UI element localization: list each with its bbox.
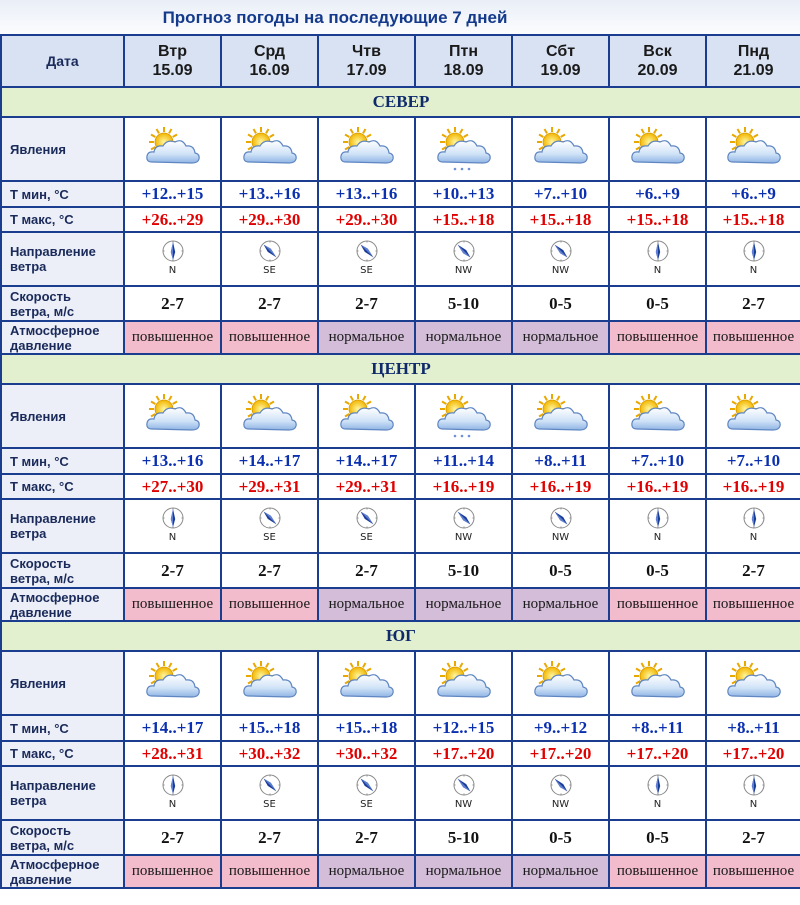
tmax-value: +16..+19 [609,474,706,499]
pressure-value: повышенное [221,588,318,621]
weather-cell [124,117,221,181]
tmax-value: +16..+19 [512,474,609,499]
sun-cloud-icon [336,126,398,172]
weather-cell [318,651,415,715]
wind-direction-value: N [749,265,758,276]
wind-direction-cell [415,766,512,820]
tmin-value: +14..+17 [124,715,221,741]
header-row [1,35,800,87]
phenomena-row [1,384,800,448]
weather-cell [124,651,221,715]
tmax-value: +29..+30 [318,207,415,232]
sun-cloud-icon [239,126,301,172]
tmin-value: +9..+12 [512,715,609,741]
sun-cloud-icon [723,393,785,439]
wind-speed-row [1,286,800,321]
day-header-0 [124,35,221,87]
wind-direction-value: N [653,265,662,276]
wind-speed-value: 0-5 [512,286,609,321]
pressure-value: повышенное [609,855,706,888]
wind-direction-cell [415,232,512,286]
pressure-value: нормальное [318,321,415,354]
sun-cloud-icon [723,660,785,706]
wind-direction-cell [221,499,318,553]
region-name: ЦЕНТР [1,354,800,384]
wind-direction-cell [512,499,609,553]
wind-speed-value: 5-10 [415,820,512,855]
wind-compass-icon [355,505,379,531]
wind-direction-cell [318,232,415,286]
wind-direction-value: NW [454,265,473,276]
pressure-label-text-2: давление [10,337,72,353]
pressure-label-text-2: давление [10,871,72,887]
phenomena-label [1,384,124,448]
wind-direction-cell [415,499,512,553]
wind-speed-label-text: Скорость [10,822,71,838]
wind-compass-icon [161,505,185,531]
weather-cell [124,384,221,448]
pressure-value: повышенное [706,321,800,354]
tmin-label [1,715,124,741]
wind-speed-value: 2-7 [706,553,800,588]
phenomena-label-text: Явления [10,408,66,424]
forecast-table [0,34,800,889]
weather-cell [221,384,318,448]
region-name: ЮГ [1,621,800,651]
tmax-value: +29..+30 [221,207,318,232]
tmin-value: +14..+17 [221,448,318,474]
wind-compass-icon [452,772,476,798]
wind-speed-value: 2-7 [706,286,800,321]
tmax-value: +17..+20 [415,741,512,766]
tmin-label-text: Т мин, °С [10,186,69,202]
wind-direction-cell [318,499,415,553]
wind-direction-cell [221,766,318,820]
tmax-value: +16..+19 [415,474,512,499]
wind-speed-label [1,820,124,855]
sun-cloud-icon [433,660,495,706]
wind-direction-value: N [168,532,177,543]
sun-cloud-icon [530,660,592,706]
region-row [1,354,800,384]
wind-direction-value: NW [551,532,570,543]
wind-speed-value: 0-5 [512,820,609,855]
tmin-value: +15..+18 [318,715,415,741]
wind-direction-cell [512,766,609,820]
wind-speed-value: 2-7 [318,553,415,588]
tmax-row [1,474,800,499]
wind-speed-value: 2-7 [124,820,221,855]
pressure-value: нормальное [415,321,512,354]
weather-cell [706,117,800,181]
tmin-value: +14..+17 [318,448,415,474]
day-header-3 [415,35,512,87]
wind-direction-cell [318,766,415,820]
day-date: 21.09 [733,62,774,79]
wind-direction-label-text-2: ветра [10,793,47,808]
wind-direction-label-text-2: ветра [10,259,47,274]
day-header-5 [609,35,706,87]
phenomena-row [1,651,800,715]
wind-speed-value: 2-7 [221,286,318,321]
sun-cloud-icon [336,660,398,706]
wind-speed-value: 2-7 [318,820,415,855]
day-date: 15.09 [152,62,193,79]
tmax-value: +16..+19 [706,474,800,499]
sun-cloud-icon [723,126,785,172]
pressure-label [1,588,124,621]
weather-cell [415,384,512,448]
phenomena-row [1,117,800,181]
sun-cloud-icon [239,660,301,706]
tmin-value: +10..+13 [415,181,512,207]
wind-compass-icon [355,238,379,264]
tmax-value: +15..+18 [706,207,800,232]
tmin-value: +13..+16 [124,448,221,474]
wind-direction-value: NW [551,265,570,276]
pressure-value: повышенное [609,321,706,354]
wind-direction-value: SE [263,265,276,276]
weather-cell [512,651,609,715]
weather-cell [512,384,609,448]
sun-cloud-icon [239,393,301,439]
wind-direction-value: N [653,532,662,543]
pressure-value: повышенное [221,321,318,354]
wind-direction-label-text: Направление [10,778,96,793]
pressure-label [1,855,124,888]
wind-direction-value: N [653,799,662,810]
wind-compass-icon [258,238,282,264]
region-row [1,87,800,117]
tmin-value: +6..+9 [706,181,800,207]
wind-compass-icon [355,772,379,798]
tmin-label-text: Т мин, °С [10,720,69,736]
wind-speed-value: 0-5 [609,820,706,855]
tmax-value: +17..+20 [706,741,800,766]
pressure-value: повышенное [124,588,221,621]
tmin-value: +8..+11 [706,715,800,741]
tmin-label [1,448,124,474]
tmin-value: +12..+15 [124,181,221,207]
wind-speed-value: 0-5 [609,286,706,321]
pressure-row [1,855,800,888]
tmax-value: +30..+32 [221,741,318,766]
day-of-week: Птн [449,43,478,60]
wind-direction-cell [609,232,706,286]
wind-direction-label-text-2: ветра [10,526,47,541]
tmax-value: +17..+20 [512,741,609,766]
wind-direction-cell [706,232,800,286]
pressure-label-text-2: давление [10,604,72,620]
sun-cloud-icon [627,126,689,172]
tmax-label-text: Т макс, °С [10,479,74,494]
tmax-value: +28..+31 [124,741,221,766]
wind-compass-icon [646,772,670,798]
wind-speed-label-text-2: ветра, м/с [10,570,75,586]
wind-compass-icon [646,238,670,264]
wind-speed-row [1,553,800,588]
phenomena-label-text: Явления [10,141,66,157]
tmin-value: +6..+9 [609,181,706,207]
wind-speed-value: 2-7 [706,820,800,855]
tmax-value: +15..+18 [415,207,512,232]
day-date: 18.09 [443,62,484,79]
wind-speed-label-text-2: ветра, м/с [10,303,75,319]
wind-compass-icon [258,505,282,531]
region-name: СЕВЕР [1,87,800,117]
tmax-label [1,207,124,232]
sun-cloud-icon [336,393,398,439]
wind-direction-cell [609,766,706,820]
tmax-label [1,741,124,766]
weather-cell [706,384,800,448]
wind-direction-label [1,766,124,820]
pressure-label [1,321,124,354]
tmin-value: +15..+18 [221,715,318,741]
day-date: 20.09 [637,62,678,79]
pressure-value: нормальное [415,588,512,621]
wind-compass-icon [646,505,670,531]
day-of-week: Сбт [545,43,576,60]
day-header-2 [318,35,415,87]
pressure-label-text: Атмосферное [10,589,100,605]
weather-cell [512,117,609,181]
pressure-value: повышенное [124,855,221,888]
weather-cell [609,117,706,181]
day-of-week: Срд [253,43,286,60]
weather-cell [415,651,512,715]
pressure-value: нормальное [318,588,415,621]
tmin-row [1,181,800,207]
wind-direction-cell [124,232,221,286]
sun-cloud-icon [142,126,204,172]
wind-direction-value: N [168,265,177,276]
pressure-value: повышенное [221,855,318,888]
day-of-week: Чтв [352,43,381,60]
wind-direction-row [1,766,800,820]
wind-direction-cell [609,499,706,553]
wind-direction-label [1,499,124,553]
wind-direction-value: NW [551,799,570,810]
wind-direction-cell [706,766,800,820]
wind-compass-icon [161,772,185,798]
pressure-label-text: Атмосферное [10,856,100,872]
wind-direction-value: N [749,799,758,810]
wind-direction-value: SE [263,532,276,543]
wind-speed-label-text-2: ветра, м/с [10,837,75,853]
phenomena-label [1,651,124,715]
wind-speed-value: 2-7 [221,553,318,588]
pressure-value: нормальное [512,855,609,888]
wind-direction-row [1,232,800,286]
wind-speed-label-text: Скорость [10,288,71,304]
day-header-1 [221,35,318,87]
pressure-value: нормальное [415,855,512,888]
tmax-row [1,207,800,232]
wind-direction-cell [221,232,318,286]
tmax-value: +29..+31 [221,474,318,499]
weather-cell [609,384,706,448]
wind-direction-value: SE [360,265,373,276]
day-date: 19.09 [540,62,581,79]
tmax-value: +30..+32 [318,741,415,766]
wind-speed-label [1,553,124,588]
wind-compass-icon [452,238,476,264]
wind-speed-value: 2-7 [124,286,221,321]
tmin-value: +8..+11 [609,715,706,741]
wind-speed-value: 2-7 [124,553,221,588]
day-header-4 [512,35,609,87]
tmin-label-text: Т мин, °С [10,453,69,469]
wind-direction-label [1,232,124,286]
weather-cell [318,384,415,448]
pressure-row [1,321,800,354]
wind-speed-label [1,286,124,321]
sun-cloud-icon [142,393,204,439]
tmax-value: +17..+20 [609,741,706,766]
pressure-value: нормальное [512,588,609,621]
wind-direction-cell [512,232,609,286]
wind-compass-icon [258,772,282,798]
wind-speed-value: 5-10 [415,553,512,588]
sun-cloud-icon [627,660,689,706]
sun-cloud-icon [142,660,204,706]
date-label: Дата [1,35,124,87]
sun-cloud-icon [530,393,592,439]
pressure-value: нормальное [512,321,609,354]
wind-speed-value: 2-7 [221,820,318,855]
tmin-label [1,181,124,207]
tmax-row [1,741,800,766]
wind-direction-label-text: Направление [10,244,96,259]
wind-direction-value: SE [360,532,373,543]
wind-direction-cell [124,766,221,820]
page-title: Прогноз погоды на последующие 7 дней [162,8,508,27]
weather-cell [415,117,512,181]
day-of-week: Пнд [737,43,770,60]
cloud-snow-icon [433,126,495,172]
wind-direction-value: NW [454,532,473,543]
day-of-week: Втр [158,43,187,60]
wind-direction-cell [706,499,800,553]
wind-speed-value: 0-5 [609,553,706,588]
wind-compass-icon [549,238,573,264]
wind-compass-icon [742,505,766,531]
pressure-row [1,588,800,621]
tmin-value: +13..+16 [318,181,415,207]
tmax-value: +15..+18 [512,207,609,232]
wind-speed-row [1,820,800,855]
tmax-value: +26..+29 [124,207,221,232]
tmax-value: +29..+31 [318,474,415,499]
tmin-value: +8..+11 [512,448,609,474]
day-date: 16.09 [249,62,290,79]
wind-direction-value: N [168,799,177,810]
wind-direction-value: SE [263,799,276,810]
day-of-week: Вск [643,43,672,60]
wind-speed-label-text: Скорость [10,555,71,571]
weather-cell [706,651,800,715]
wind-compass-icon [549,772,573,798]
day-date: 17.09 [346,62,387,79]
wind-direction-label-text: Направление [10,511,96,526]
phenomena-label-text: Явления [10,675,66,691]
tmax-label [1,474,124,499]
wind-direction-value: NW [454,799,473,810]
sun-cloud-icon [530,126,592,172]
wind-compass-icon [452,505,476,531]
wind-direction-cell [124,499,221,553]
tmax-value: +15..+18 [609,207,706,232]
region-row [1,621,800,651]
wind-direction-value: SE [360,799,373,810]
sun-cloud-icon [627,393,689,439]
pressure-value: повышенное [609,588,706,621]
pressure-value: повышенное [124,321,221,354]
wind-direction-value: N [749,532,758,543]
cloud-snow-icon [433,393,495,439]
wind-compass-icon [742,772,766,798]
pressure-label-text: Атмосферное [10,322,100,338]
tmin-value: +13..+16 [221,181,318,207]
tmin-row [1,715,800,741]
wind-compass-icon [549,505,573,531]
day-header-6 [706,35,800,87]
tmax-label-text: Т макс, °С [10,746,74,761]
wind-speed-value: 5-10 [415,286,512,321]
tmax-label-text: Т макс, °С [10,212,74,227]
tmin-value: +11..+14 [415,448,512,474]
weather-cell [221,651,318,715]
wind-direction-row [1,499,800,553]
wind-compass-icon [742,238,766,264]
tmin-value: +7..+10 [609,448,706,474]
tmin-value: +12..+15 [415,715,512,741]
tmin-row [1,448,800,474]
phenomena-label [1,117,124,181]
wind-compass-icon [161,238,185,264]
tmin-value: +7..+10 [706,448,800,474]
weather-cell [221,117,318,181]
wind-speed-value: 0-5 [512,553,609,588]
pressure-value: повышенное [706,588,800,621]
pressure-value: повышенное [706,855,800,888]
tmax-value: +27..+30 [124,474,221,499]
weather-cell [609,651,706,715]
wind-speed-value: 2-7 [318,286,415,321]
weather-cell [318,117,415,181]
tmin-value: +7..+10 [512,181,609,207]
pressure-value: нормальное [318,855,415,888]
